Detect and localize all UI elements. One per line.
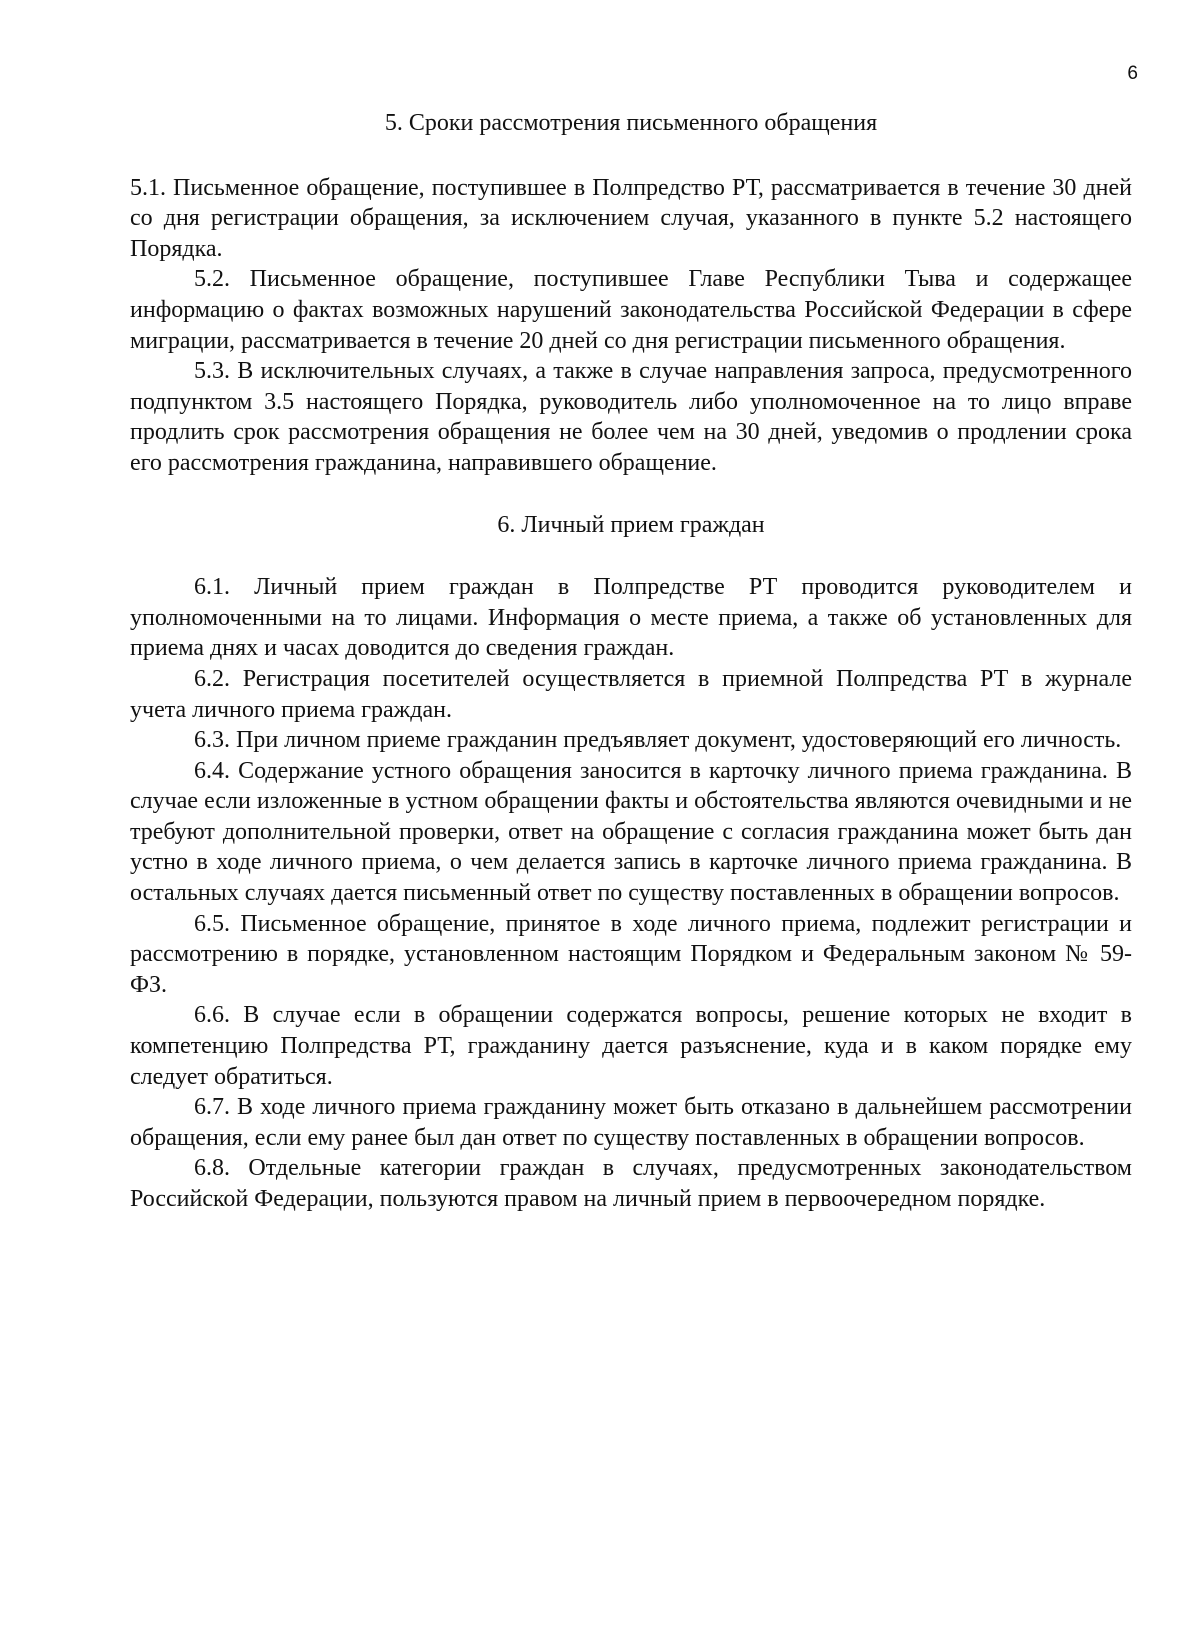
paragraph-6-3: 6.3. При личном приеме гражданин предъявляет документ, удостоверяющий его личность. [194, 727, 1122, 754]
section-title: 5. Сроки рассмотрения письменного обращения [384, 110, 878, 136]
paragraph-6-6: 6.6. В случае если в обращении содержатся вопросы, решение которых не входит в компетенцию Полпредства РТ, гражданину дается разъяснение, куда и в каком порядке ему следует обратиться. [130, 1002, 1132, 1090]
paragraph-6-4: 6.4. Содержание устного обращения заносится в карточку личного приема гражданина. В случае если изложенные в устном обращении факты и обстоятельства являются очевидными и не требуют дополнительной проверки, ответ на обращение с согласия гражданина может быть дан устно в ходе личного приема, о чем делается запись в карточке личного приема гражданина. В остальных случаях дается письменный ответ по существу поставленных в обращении вопросов. [130, 757, 1132, 907]
paragraph-5-3: 5.3. В исключительных случаях, а также в случае направления запроса, предусмотренного подпунктом 3.5 настоящего Порядка, руководитель либо уполномоченное на то лицо вправе продлить срок рассмотрения обращения не более чем на 30 дней, уведомив о продлении срока его рассмотрения гражданина, направившего обращение. [130, 358, 1132, 476]
paragraph-5-2: 5.2. Письменное обращение, поступившее Главе Республики Тыва и содержащее информацию о фактах возможных нарушений законодательства Российской Федерации в сфере миграции, рассматривается в течение 20 дней со дня регистрации письменного обращения. [130, 266, 1132, 354]
paragraph-6-7: 6.7. В ходе личного приема гражданину может быть отказано в дальнейшем рассмотрении обращения, если ему ранее был дан ответ по существу поставленных в обращении вопросов. [130, 1094, 1132, 1151]
section-title: 6. Личный прием граждан [497, 511, 765, 538]
paragraph-5-1: 5.1. Письменное обращение, поступившее в Полпредство РТ, рассматривается в течение 30 дней со дня регистрации обращения, за исключением случая, указанного в пункте 5.2 настоящего Порядка. [130, 174, 1132, 262]
page-number: 6 [1127, 63, 1138, 84]
paragraph-6-8: 6.8. Отдельные категории граждан в случаях, предусмотренных законодательством Российской Федерации, пользуются правом на личный прием в первоочередном порядке. [130, 1155, 1132, 1212]
paragraph-6-1: 6.1. Личный прием граждан в Полпредстве РТ проводится руководителем и уполномоченными на то лицами. Информация о месте приема, а также об установленных для приема днях и часах доводится до сведения граждан. [130, 574, 1132, 662]
paragraph-6-2: 6.2. Регистрация посетителей осуществляется в приемной Полпредства РТ в журнале учета личного приема граждан. [130, 665, 1132, 723]
section-5 [130, 108, 1132, 479]
paragraph-6-5: 6.5. Письменное обращение, принятое в ходе личного приема, подлежит регистрации и рассмотрению в порядке, установленном настоящим Порядком и Федеральным законом № 59-ФЗ. [130, 910, 1132, 998]
document-body [130, 108, 1132, 1215]
section-6 [130, 510, 1132, 1215]
